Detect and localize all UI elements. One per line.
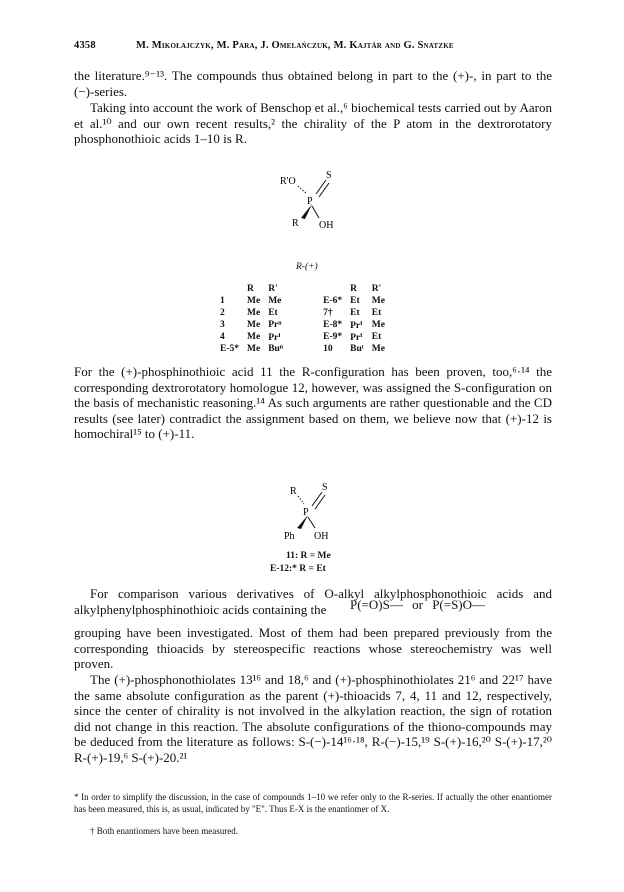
atom-p: P [307, 196, 313, 207]
structure2-caption-2: E-12:* R = Et [270, 564, 326, 574]
table-header: R [247, 284, 254, 294]
table-cell: Me [247, 332, 261, 342]
table-cell: Me [268, 296, 282, 306]
paragraph-4b: grouping have been investigated. Most of them had been prepared previously from the corresponding thioacids by stereospecific reactions whose stereochemistry was well proven. [74, 625, 552, 671]
atom-p: P [303, 507, 309, 518]
structure1-caption: R-(+) [296, 262, 318, 272]
table-header: R [350, 284, 357, 294]
structure-drawing [262, 166, 372, 246]
table-cell: Et [371, 332, 382, 342]
table-row [216, 307, 389, 319]
atom-r: R [292, 218, 299, 229]
table-cell: Et [350, 308, 360, 318]
paragraph-5: The (+)-phosphonothiolates 13¹⁶ and 18,⁶ and (+)-phosphinothiolates 21⁶ and 22¹⁷ have the same absolute configuration as the parent (+)-thioacids 7, 4, 11 and 12, respectively, since the center of chirality is not involved in the alkylation reaction, the sign of rotation did not change in this reaction. The absolute configurations of the thiono-compounds may be deduced from the literature as follows: S-(−)-14¹⁶·¹⁸, R-(−)-15,¹⁹ S-(+)-16,²⁰ S-(+)-17,²⁰ R-(+)-19,⁶ S-(+)-20.²¹ [74, 672, 552, 765]
table-cell: E-5* [220, 344, 239, 354]
table-cell: Buᵗ [350, 344, 364, 354]
table-cell: Me [247, 296, 261, 306]
table-row [216, 319, 389, 331]
table-cell: Et [371, 308, 382, 318]
table-cell: Prⁿ [268, 320, 282, 330]
phosphinothioic-acid-structure [272, 482, 372, 548]
table-cell: E-8* [323, 320, 343, 330]
footnote-2: † Both enantiomers have been measured. [90, 826, 238, 836]
table-header [216, 283, 243, 295]
atom-ph: Ph [284, 531, 295, 542]
table-cell: Me [247, 344, 261, 354]
table-header: R' [268, 284, 278, 294]
table-cell: E-6* [323, 296, 343, 306]
atom-r: R [290, 486, 297, 497]
table-cell: Et [350, 296, 360, 306]
table-cell: Buⁿ [268, 344, 284, 354]
table-cell: Me [371, 320, 385, 330]
table-cell: Me [247, 320, 261, 330]
table-cell: 2 [220, 308, 225, 318]
atom-s: S [326, 170, 332, 181]
paragraph-1: the literature.⁹⁻¹³. The compounds thus obtained belong in part to the (+)-, in part to the (−)-series. [74, 68, 552, 99]
atom-oh: OH [314, 531, 329, 542]
page-number: 4358 [74, 40, 96, 51]
table-cell: Prⁱ [268, 332, 281, 343]
grouping-formulae [350, 597, 485, 613]
table-header [319, 283, 346, 295]
table-row [216, 295, 389, 307]
table-cell: Me [371, 296, 385, 306]
paragraph-4a: For comparison various derivatives of O-alkyl alkylphosphonothioic acids and alkylphenylphosphinothioic acids containing the [74, 586, 552, 617]
footnote-1: * In order to simplify the discussion, in the case of compounds 1–10 we refer only to the R-series. If actually the other enantiomer has been measured, this is, as usual, indicated by "E". Thus E-X is the enantiomer of X. [74, 792, 552, 814]
table-cell: Et [268, 308, 278, 318]
table-cell: Me [247, 308, 261, 318]
table-cell: 4 [220, 332, 225, 342]
structure-drawing-2 [272, 482, 372, 548]
table-cell: E-9* [323, 332, 343, 342]
table-row [216, 343, 389, 355]
atom-oh: OH [319, 220, 334, 231]
atom-s: S [322, 482, 328, 493]
table-cell: Prⁱ [350, 320, 363, 331]
group-ps-o: P(=S)O— [432, 597, 486, 612]
paragraph-2: Taking into account the work of Benschop et al.,⁶ biochemical tests carried out by Aaron et al.¹⁰ and our own recent results,² the chirality of the P atom in the dextrorotatory phosphonothioic acids 1–10 is R. [74, 100, 552, 146]
paragraph-3: For the (+)-phosphinothioic acid 11 the R-configuration has been proven, too,⁶·¹⁴ the corresponding dextrorotatory homologue 12, however, was assigned the S-configuration on the basis of mechanistic reasoning.¹⁴ As such arguments are rather questionable and the CD results (see later) contradict the assignment based on them, we believe now that (+)-12 is homochiral¹⁵ to (+)-11. [74, 364, 552, 441]
table-header-row [216, 283, 389, 295]
table-cell: 7† [323, 308, 333, 318]
group-po-s: P(=O)S— [350, 597, 403, 612]
table-row [216, 331, 389, 343]
phosphonothioic-acid-structure [262, 166, 372, 246]
table-cell: Prⁱ [350, 332, 363, 343]
table-cell: 3 [220, 320, 225, 330]
group-or: or [412, 597, 423, 612]
substituent-table [216, 283, 389, 355]
table-cell: 1 [220, 296, 225, 306]
table-cell: Me [371, 344, 385, 354]
table-cell: 10 [323, 344, 333, 354]
author-line: M. Mikołajczyk, M. Para, J. Omelańczuk, M. Kajtár and G. Snatzke [136, 40, 454, 51]
structure2-caption-1: 11: R = Me [286, 551, 331, 561]
table-header: R' [371, 284, 382, 294]
atom-ro: R'O [280, 176, 296, 187]
